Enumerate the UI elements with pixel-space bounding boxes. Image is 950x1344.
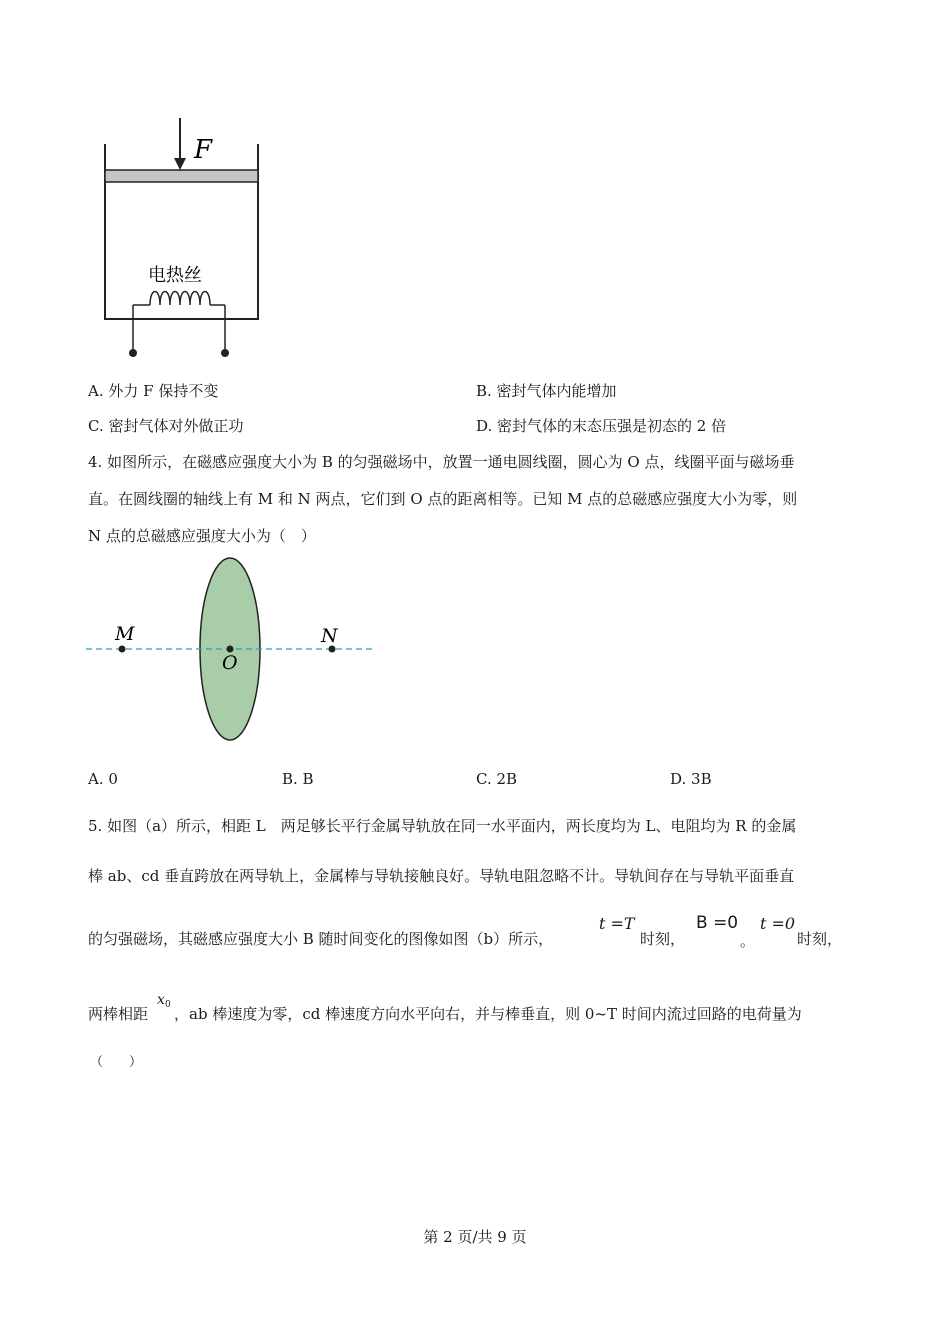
q4-option-c: C. 2B (476, 770, 518, 788)
q5-stem-moment-1: 时刻， (640, 930, 686, 948)
q4-stem-line-3: N 点的总磁感应强度大小为（ ） (88, 527, 316, 545)
coil-diagram (84, 556, 374, 746)
q3-option-d: D. 密封气体的末态压强是初态的 2 倍 (476, 417, 727, 435)
q3-option-b: B. 密封气体内能增加 (476, 382, 617, 400)
q4-option-d: D. 3B (670, 770, 712, 788)
terminal-right (221, 349, 229, 357)
q5-stem-line-4-rest: ，ab 棒速度为零，cd 棒速度方向水平向右，并与棒垂直，则 0~T 时间内流过回路的电荷量为 (174, 1005, 802, 1023)
force-arrow-head (174, 158, 186, 170)
q5-math-t-eq-0: t =0 (760, 914, 796, 933)
q5-stem-line-4: 两棒相距 (88, 1005, 149, 1023)
q4-stem-line-2: 直。在圆线圈的轴线上有 M 和 N 两点，它们到 O 点的距离相等。已知 M 点的总磁感应强度大小为零，则 (88, 490, 798, 508)
cylinder-diagram (95, 112, 270, 364)
q5-math-B-eq-0: B =0 (696, 913, 739, 933)
q5-math-x: x (157, 992, 165, 1008)
piston (105, 170, 258, 182)
q3-option-c: C. 密封气体对外做正功 (88, 417, 244, 435)
label-n: N (321, 625, 338, 647)
q3-option-a: A. 外力 F 保持不变 (88, 382, 219, 400)
q4-option-a: A. 0 (88, 770, 118, 788)
force-label: F (194, 135, 213, 165)
q5-answer-paren: （ ） (90, 1055, 143, 1070)
heater-label: 电热丝 (148, 265, 202, 286)
q5-math-x-subscript: 0 (165, 1000, 171, 1010)
q5-math-t-eq-T: t =T (599, 914, 635, 933)
page-footer: 第 2 页/共 9 页 (423, 1228, 527, 1246)
q5-stem-period: 。 (740, 932, 756, 950)
q4-option-b: B. B (282, 770, 314, 788)
label-o: O (222, 652, 238, 674)
heater-coil (133, 292, 225, 353)
q5-stem-line-1: 5. 如图（a）所示，相距 L 两足够长平行金属导轨放在同一水平面内，两长度均为 L、电阻均为 R 的金属 (88, 817, 797, 835)
q5-stem-line-3: 的匀强磁场，其磁感应强度大小 B 随时间变化的图像如图（b）所示， (88, 930, 554, 948)
q5-stem-moment-2: 时刻， (797, 930, 843, 948)
point-m (119, 646, 126, 653)
q4-stem-line-1: 4. 如图所示，在磁感应强度大小为 B 的匀强磁场中，放置一通电圆线圈，圆心为 O 点，线圈平面与磁场垂 (88, 453, 795, 471)
q5-stem-line-2: 棒 ab、cd 垂直跨放在两导轨上，金属棒与导轨接触良好。导轨电阻忽略不计。导轨间存在与导轨平面垂直 (88, 867, 795, 885)
label-m: M (115, 623, 135, 645)
terminal-left (129, 349, 137, 357)
